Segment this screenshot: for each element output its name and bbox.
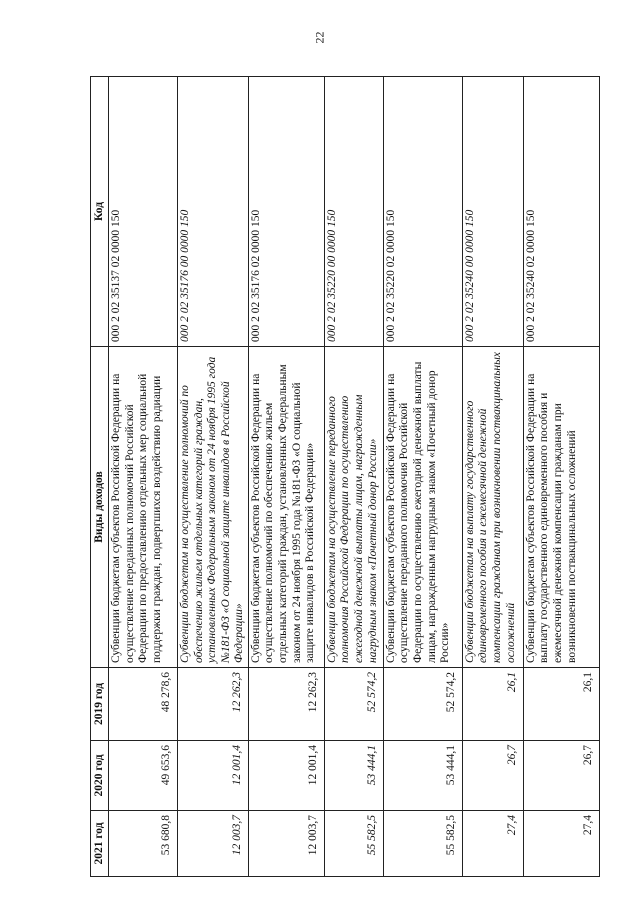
table-header-row [91,76,109,876]
value-2021-cell: 12 003,7 [248,811,324,877]
value-2021-cell: 27,4 [523,811,599,877]
value-2021-cell: 27,4 [462,811,523,877]
header-code: Код [91,76,109,346]
rotated-table-container [90,77,595,877]
value-2019-cell: 48 278,6 [109,668,178,741]
revenue-description-cell: Субвенции бюджетам на осуществление полномочий по обеспечению жильем отдельных категорий граждан, установленных Федеральным законом от 24 ноября 1995 года №181-ФЗ «О социальной защите инвалидов в Российской Федерации» [178,346,249,667]
code-cell: 000 2 02 35176 00 0000 150 [178,76,249,346]
table-row [383,76,462,876]
revenue-description-cell: Субвенции бюджетам на осуществление переданного полномочия Российской Федерации по осуществлению ежегодной денежной выплаты лицам, награжденным нагрудным знаком «Почетный донор России» [324,346,383,667]
table-row [324,76,383,876]
code-cell: 000 2 02 35176 02 0000 150 [248,76,324,346]
value-2020-cell: 49 653,6 [109,741,178,811]
value-2020-cell: 12 001,4 [248,741,324,811]
revenue-description-cell: Субвенции бюджетам на выплату государственного единовременного пособия и ежемесячной денежной компенсации гражданам при возникновении поствакцинальных осложнений [462,346,523,667]
value-2019-cell: 12 262,3 [248,668,324,741]
value-2021-cell: 55 582,5 [383,811,462,877]
table-row [248,76,324,876]
value-2019-cell: 26,1 [523,668,599,741]
value-2021-cell: 55 582,5 [324,811,383,877]
code-cell: 000 2 02 35240 02 0000 150 [523,76,599,346]
table-row [178,76,249,876]
revenue-description-cell: Субвенции бюджетам субъектов Российской Федерации на осуществление полномочий по обеспечению жильем отдельных категорий граждан, установленных Федеральным законом от 24 ноября 1995 года №181-ФЗ «О социальной защите инвалидов в Российской Федерации» [248,346,324,667]
table-row [109,76,178,876]
header-year-2019: 2019 год [91,668,109,741]
header-year-2020: 2020 год [91,741,109,811]
revenue-description-cell: Субвенции бюджетам субъектов Российской Федерации на выплату государственного единовременного пособия и ежемесячной денежной компенсации гражданам при возникновении поствакцинальных осложнений [523,346,599,667]
code-cell: 000 2 02 35220 00 0000 150 [324,76,383,346]
value-2020-cell: 53 444,1 [383,741,462,811]
code-cell: 000 2 02 35137 02 0000 150 [109,76,178,346]
value-2020-cell: 53 444,1 [324,741,383,811]
code-cell: 000 2 02 35220 02 0000 150 [383,76,462,346]
header-revenue-type: Виды доходов [91,346,109,667]
revenue-description-cell: Субвенции бюджетам субъектов Российской Федерации на осуществление переданных полномочий Российской Федерации по предоставлению отдельных мер социальной поддержки граждан, подвергшихся воздействию радиации [109,346,178,667]
value-2021-cell: 12 003,7 [178,811,249,877]
table-body [109,76,600,876]
value-2019-cell: 52 574,2 [324,668,383,741]
revenue-table [90,76,600,877]
value-2020-cell: 26,7 [523,741,599,811]
code-cell: 000 2 02 35240 00 0000 150 [462,76,523,346]
page-number: 22 [312,31,327,43]
value-2020-cell: 26,7 [462,741,523,811]
value-2020-cell: 12 001,4 [178,741,249,811]
header-year-2021: 2021 год [91,811,109,877]
value-2019-cell: 12 262,3 [178,668,249,741]
table-row [462,76,523,876]
revenue-description-cell: Субвенции бюджетам субъектов Российской Федерации на осуществление переданного полномочия Российской Федерации по осуществлению ежегодной денежной выплаты лицам, награжденным нагрудным знаком «Почетный донор России» [383,346,462,667]
value-2021-cell: 53 680,8 [109,811,178,877]
value-2019-cell: 26,1 [462,668,523,741]
table-row [523,76,599,876]
value-2019-cell: 52 574,2 [383,668,462,741]
